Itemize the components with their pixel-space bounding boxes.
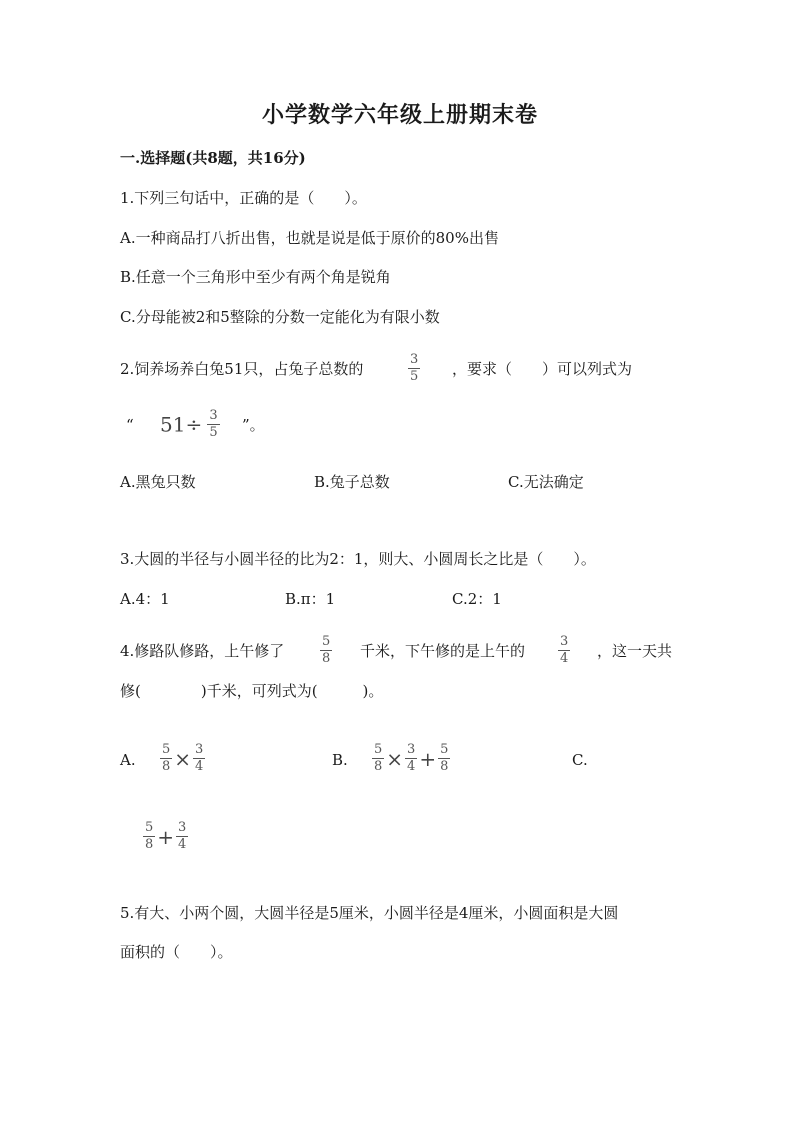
question-1-option-a: A.一种商品打八折出售，也就是说是低于原价的80%出售 — [120, 229, 499, 247]
question-2-option-b: B.兔子总数 — [314, 473, 390, 491]
plus-operator: + — [419, 746, 437, 771]
question-2-option-c: C.无法确定 — [508, 473, 584, 491]
fraction-numerator: 3 — [410, 352, 419, 367]
fraction-denominator: 8 — [162, 759, 171, 774]
fraction-numerator: 5 — [145, 820, 154, 835]
question-2-stem-end: ，要求（ ）可以列式为 — [452, 360, 633, 378]
question-5-stem-line2: 面积的（ ）。 — [120, 943, 233, 961]
question-2-fraction — [408, 353, 420, 384]
fraction-numerator: 5 — [440, 742, 449, 757]
fraction-denominator: 8 — [440, 759, 449, 774]
question-2-expression — [160, 409, 220, 440]
fraction-denominator: 8 — [322, 651, 331, 666]
question-2-stem-start: 2.饲养场养白兔51只，占兔子总数的 — [120, 360, 364, 378]
fraction-denominator: 5 — [209, 425, 218, 440]
fraction-denominator: 5 — [410, 369, 419, 384]
fraction-denominator: 4 — [560, 651, 569, 666]
fraction-numerator: 5 — [162, 742, 171, 757]
section-heading: 一.选择题(共8题，共16分) — [120, 149, 306, 167]
fraction-numerator: 3 — [178, 820, 187, 835]
question-2-quote-close: ”。 — [242, 416, 265, 434]
fraction-numerator: 3 — [209, 408, 218, 423]
question-4-option-c-label: C. — [572, 751, 588, 769]
question-2-quote-open: “ — [126, 416, 134, 434]
fraction-denominator: 4 — [195, 759, 204, 774]
times-operator: × — [386, 746, 404, 771]
question-4-fraction-1 — [320, 635, 332, 666]
question-4-option-b-expression — [372, 743, 450, 774]
fraction-numerator: 3 — [560, 634, 569, 649]
fraction-numerator: 3 — [195, 742, 204, 757]
question-4-option-b-label: B. — [332, 751, 348, 769]
question-2-option-a: A.黑兔只数 — [120, 473, 196, 491]
question-1-option-b: B.任意一个三角形中至少有两个角是锐角 — [120, 268, 391, 286]
fraction-denominator: 4 — [407, 759, 416, 774]
question-3-stem: 3.大圆的半径与小圆半径的比为2：1，则大、小圆周长之比是（ ）。 — [120, 550, 596, 568]
question-4-stem-line2: 修( )千米，可列式为( )。 — [120, 682, 384, 700]
fraction-denominator: 8 — [145, 837, 154, 852]
question-4-stem-middle: 千米，下午修的是上午的 — [360, 642, 526, 660]
question-4-fraction-2 — [558, 635, 570, 666]
question-3-option-b: B.π：1 — [285, 590, 336, 608]
question-4-option-c-expression — [143, 821, 188, 852]
times-operator: × — [174, 746, 192, 771]
question-3-option-a: A.4：1 — [120, 590, 170, 608]
question-4-stem-start: 4.修路队修路，上午修了 — [120, 642, 285, 660]
plus-operator: + — [157, 824, 175, 849]
question-1-stem: 1.下列三句话中，正确的是（ ）。 — [120, 189, 367, 207]
fraction-denominator: 4 — [178, 837, 187, 852]
question-4-option-a-label: A. — [120, 751, 136, 769]
fraction-denominator: 8 — [374, 759, 383, 774]
fraction-numerator: 5 — [322, 634, 331, 649]
fraction-numerator: 5 — [374, 742, 383, 757]
question-3-option-c: C.2：1 — [452, 590, 502, 608]
expression-lead: 51÷ — [160, 412, 203, 437]
question-1-option-c: C.分母能被2和5整除的分数一定能化为有限小数 — [120, 308, 440, 326]
question-4-stem-end: ，这一天共 — [597, 642, 673, 660]
question-4-option-a-expression — [160, 743, 205, 774]
fraction-numerator: 3 — [407, 742, 416, 757]
page-title: 小学数学六年级上册期末卷 — [261, 102, 538, 128]
question-5-stem-line1: 5.有大、小两个圆，大圆半径是5厘米，小圆半径是4厘米，小圆面积是大圆 — [120, 904, 619, 922]
